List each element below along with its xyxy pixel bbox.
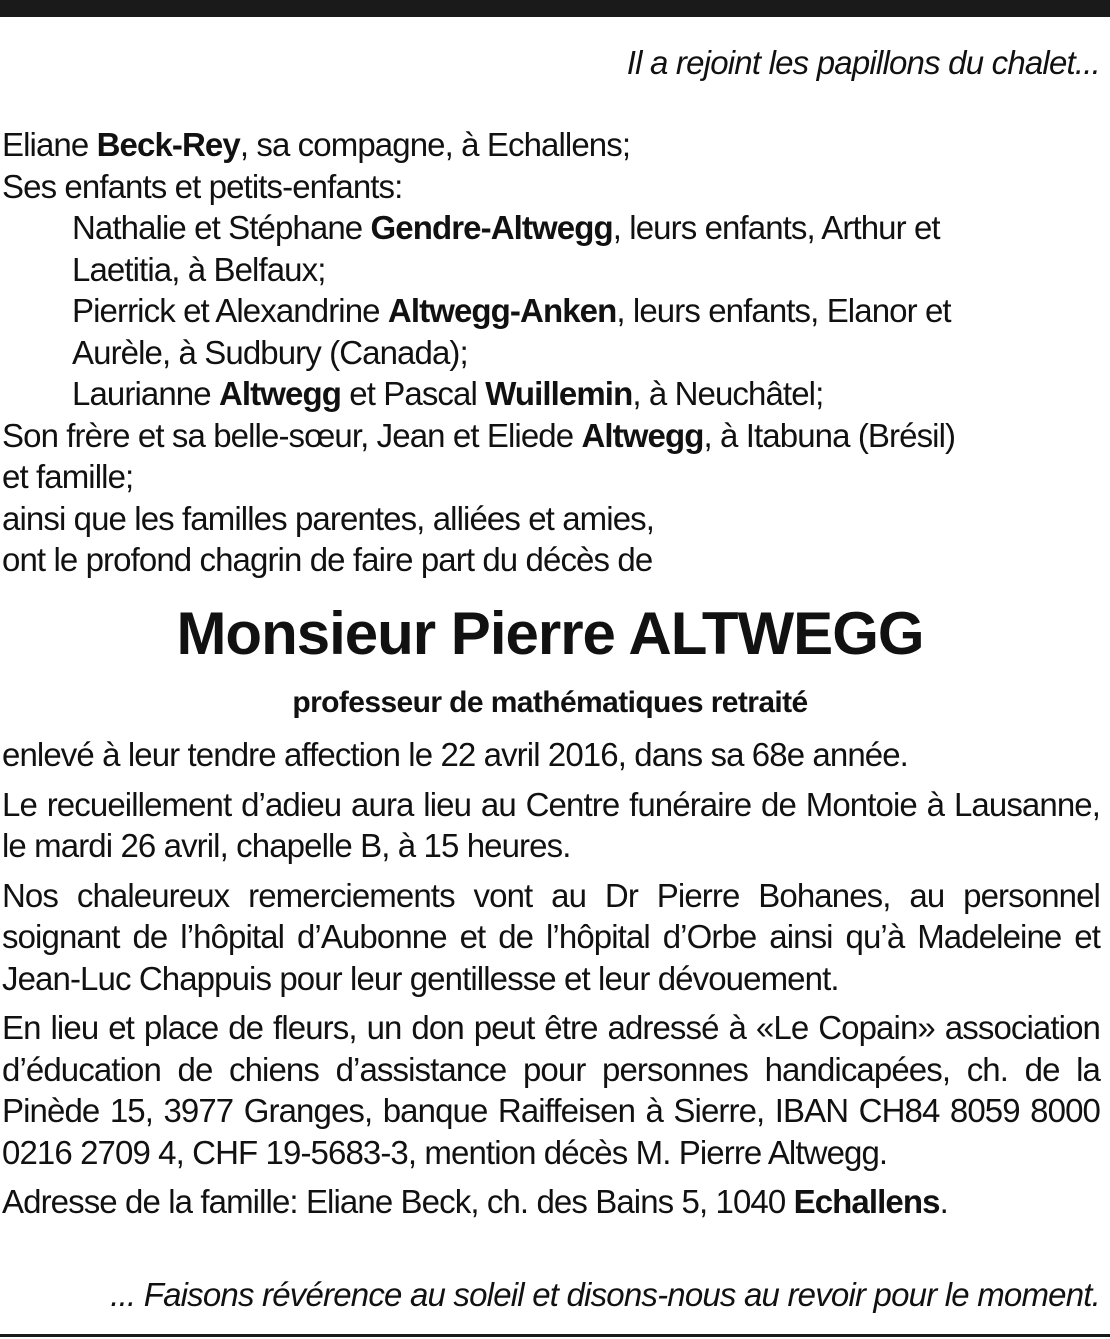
ceremony-paragraph: Le recueillement d’adieu aura lieu au Centre funéraire de Montoie à Lausanne, le mardi 26 avril, chapelle B, à 15 heures.	[2, 785, 1100, 864]
family-line-sibling: Son frère et sa belle-sœur, Jean et Eliede Altwegg, à Itabuna (Brésil)	[2, 416, 956, 454]
closing-quote: ... Faisons révérence au soleil et disons-nous au revoir pour le moment.	[110, 1276, 1100, 1313]
deceased-profession: professeur de mathématiques retraité	[292, 686, 808, 719]
opening-quote: Il a rejoint les papillons du chalet...	[626, 44, 1100, 81]
family-line-announcement: ont le profond chagrin de faire part du décès de	[2, 541, 653, 578]
bottom-rule	[0, 1334, 1110, 1337]
child-3-name: Altwegg	[218, 375, 341, 412]
family-line-child-2: Pierrick et Alexandrine Altwegg-Anken, leurs enfants, Elanor et	[72, 292, 951, 329]
family-line-child-1: Nathalie et Stéphane Gendre-Altwegg, leurs enfants, Arthur et	[72, 209, 940, 246]
family-line-child-2-cont: Aurèle, à Sudbury (Canada);	[72, 333, 468, 371]
family-line-child-3: Laurianne Altwegg et Pascal Wuillemin, à Neuchâtel;	[72, 375, 824, 412]
death-paragraph: enlevé à leur tendre affection le 22 avril 2016, dans sa 68e année.	[2, 736, 908, 773]
family-line-relatives: ainsi que les familles parentes, alliées et amies,	[2, 499, 655, 537]
family-line-children-heading: Ses enfants et petits-enfants:	[2, 167, 403, 205]
thanks-paragraph: Nos chaleureux remerciements vont au Dr Pierre Bohanes, au personnel soignant de l’hôpital d’Aubonne et de l’hôpital d’Orbe ainsi qu’à Madeleine et Jean-Luc Chappuis pour leur gentillesse et leur dévouement.	[2, 876, 1100, 997]
family-list	[2, 124, 1102, 581]
address-city: Echallens	[793, 1183, 940, 1220]
donation-paragraph: En lieu et place de fleurs, un don peut être adressé à «Le Copain» association d’éducation de chiens d’assistance pour personnes handicapées, ch. de la Pinède 15, 3977 Granges, banque Raiffeisen à Sierre, IBAN CH84 8059 8000 0216 2709 4, CHF 19-5683-3, mention décès M. Pierre Altwegg.	[2, 1009, 1100, 1171]
deceased-name: Monsieur Pierre ALTWEGG	[176, 600, 924, 667]
family-line-sibling-cont: et famille;	[2, 458, 134, 495]
family-line-companion: Eliane Beck-Rey, sa compagne, à Echallens;	[2, 126, 631, 163]
companion-name: Beck-Rey	[96, 126, 240, 163]
child-2-name: Altwegg-Anken	[387, 292, 617, 329]
family-address: Adresse de la famille: Eliane Beck, ch. des Bains 5, 1040 Echallens.	[2, 1183, 948, 1220]
child-1-name: Gendre-Altwegg	[370, 209, 613, 246]
notice-body	[2, 734, 1100, 1231]
sibling-name: Altwegg	[581, 416, 704, 454]
child-3-partner-name: Wuillemin	[485, 375, 633, 412]
top-rule	[0, 0, 1110, 17]
family-line-child-1-cont: Laetitia, à Belfaux;	[72, 250, 326, 288]
